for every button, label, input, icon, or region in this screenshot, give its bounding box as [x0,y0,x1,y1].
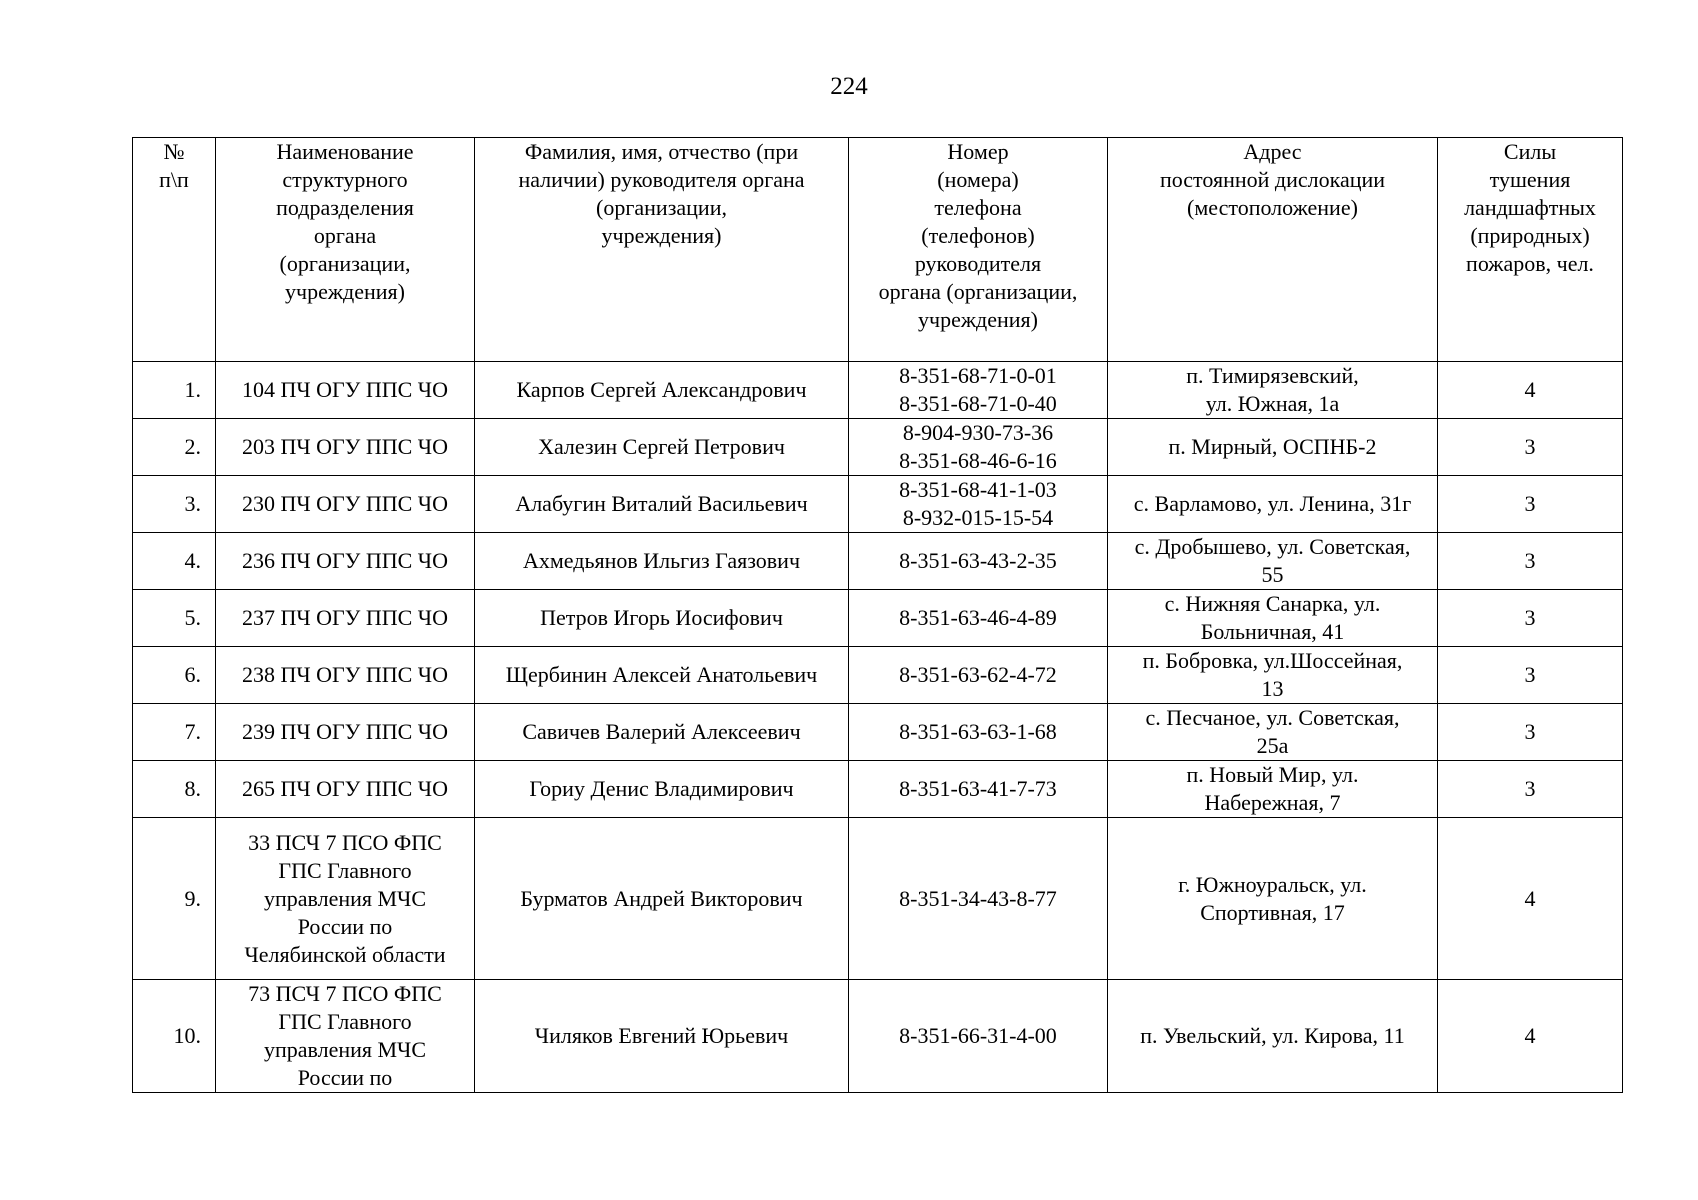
phone-numbers: 8-904-930-73-36 8-351-68-46-6-16 [849,419,1108,476]
row-number: 3. [133,476,216,533]
unit-name: 33 ПСЧ 7 ПСО ФПС ГПС Главного управления МЧС России по Челябинской области [216,818,475,980]
unit-name: 238 ПЧ ОГУ ППС ЧО [216,647,475,704]
phone-numbers: 8-351-68-41-1-03 8-932-015-15-54 [849,476,1108,533]
address: с. Варламово, ул. Ленина, 31г [1108,476,1438,533]
phone-numbers: 8-351-63-46-4-89 [849,590,1108,647]
unit-name: 104 ПЧ ОГУ ППС ЧО [216,362,475,419]
address: с. Нижняя Санарка, ул. Больничная, 41 [1108,590,1438,647]
forces-count: 3 [1438,647,1623,704]
table-row [133,647,1623,704]
forces-count: 4 [1438,818,1623,980]
row-number: 8. [133,761,216,818]
head-name: Савичев Валерий Алексеевич [475,704,849,761]
row-number: 10. [133,980,216,1093]
header-number: № п\п [133,138,216,362]
row-number: 5. [133,590,216,647]
head-name: Петров Игорь Иосифович [475,590,849,647]
phone-numbers: 8-351-66-31-4-00 [849,980,1108,1093]
table-header-row [133,138,1623,362]
address: п. Мирный, ОСПНБ-2 [1108,419,1438,476]
row-number: 4. [133,533,216,590]
table-row [133,980,1623,1093]
row-number: 6. [133,647,216,704]
phone-numbers: 8-351-63-41-7-73 [849,761,1108,818]
forces-count: 3 [1438,419,1623,476]
forces-count: 4 [1438,980,1623,1093]
fire-units-table [132,137,1623,1093]
header-unit-name: Наименование структурного подразделения органа (организации, учреждения) [216,138,475,362]
table-row [133,590,1623,647]
address: п. Увельский, ул. Кирова, 11 [1108,980,1438,1093]
row-number: 7. [133,704,216,761]
phone-numbers: 8-351-68-71-0-01 8-351-68-71-0-40 [849,362,1108,419]
forces-count: 4 [1438,362,1623,419]
unit-name: 265 ПЧ ОГУ ППС ЧО [216,761,475,818]
unit-name-cell [216,980,475,1093]
forces-count: 3 [1438,761,1623,818]
table-row [133,476,1623,533]
unit-name: 73 ПСЧ 7 ПСО ФПС ГПС Главного управления МЧС России по [248,981,442,1090]
head-name: Ахмедьянов Ильгиз Гаязович [475,533,849,590]
address: с. Дробышево, ул. Советская, 55 [1108,533,1438,590]
forces-count: 3 [1438,704,1623,761]
header-address: Адрес постоянной дислокации (местоположение) [1108,138,1438,362]
page-number: 224 [830,73,868,100]
table-row [133,704,1623,761]
unit-name: 237 ПЧ ОГУ ППС ЧО [216,590,475,647]
forces-count: 3 [1438,590,1623,647]
header-head-name: Фамилия, имя, отчество (при наличии) руководителя органа (организации, учреждения) [475,138,849,362]
unit-name: 239 ПЧ ОГУ ППС ЧО [216,704,475,761]
table-row [133,761,1623,818]
row-number: 2. [133,419,216,476]
header-phone: Номер (номера) телефона (телефонов) руководителя органа (организации, учреждения) [849,138,1108,362]
table-row [133,362,1623,419]
phone-numbers: 8-351-34-43-8-77 [849,818,1108,980]
forces-count: 3 [1438,533,1623,590]
head-name: Халезин Сергей Петрович [475,419,849,476]
table-row [133,533,1623,590]
phone-numbers: 8-351-63-43-2-35 [849,533,1108,590]
table-row [133,419,1623,476]
phone-numbers: 8-351-63-63-1-68 [849,704,1108,761]
head-name: Карпов Сергей Александрович [475,362,849,419]
address: п. Новый Мир, ул. Набережная, 7 [1108,761,1438,818]
address: п. Тимирязевский, ул. Южная, 1а [1108,362,1438,419]
head-name: Бурматов Андрей Викторович [475,818,849,980]
unit-name: 236 ПЧ ОГУ ППС ЧО [216,533,475,590]
table-row [133,818,1623,980]
head-name: Алабугин Виталий Васильевич [475,476,849,533]
address: г. Южноуральск, ул. Спортивная, 17 [1108,818,1438,980]
address: п. Бобровка, ул.Шоссейная, 13 [1108,647,1438,704]
header-forces: Силы тушения ландшафтных (природных) пожаров, чел. [1438,138,1623,362]
address: с. Песчаное, ул. Советская, 25а [1108,704,1438,761]
phone-numbers: 8-351-63-62-4-72 [849,647,1108,704]
forces-count: 3 [1438,476,1623,533]
head-name: Гориу Денис Владимирович [475,761,849,818]
row-number: 9. [133,818,216,980]
head-name: Щербинин Алексей Анатольевич [475,647,849,704]
row-number: 1. [133,362,216,419]
unit-name: 230 ПЧ ОГУ ППС ЧО [216,476,475,533]
unit-name: 203 ПЧ ОГУ ППС ЧО [216,419,475,476]
head-name: Чиляков Евгений Юрьевич [475,980,849,1093]
